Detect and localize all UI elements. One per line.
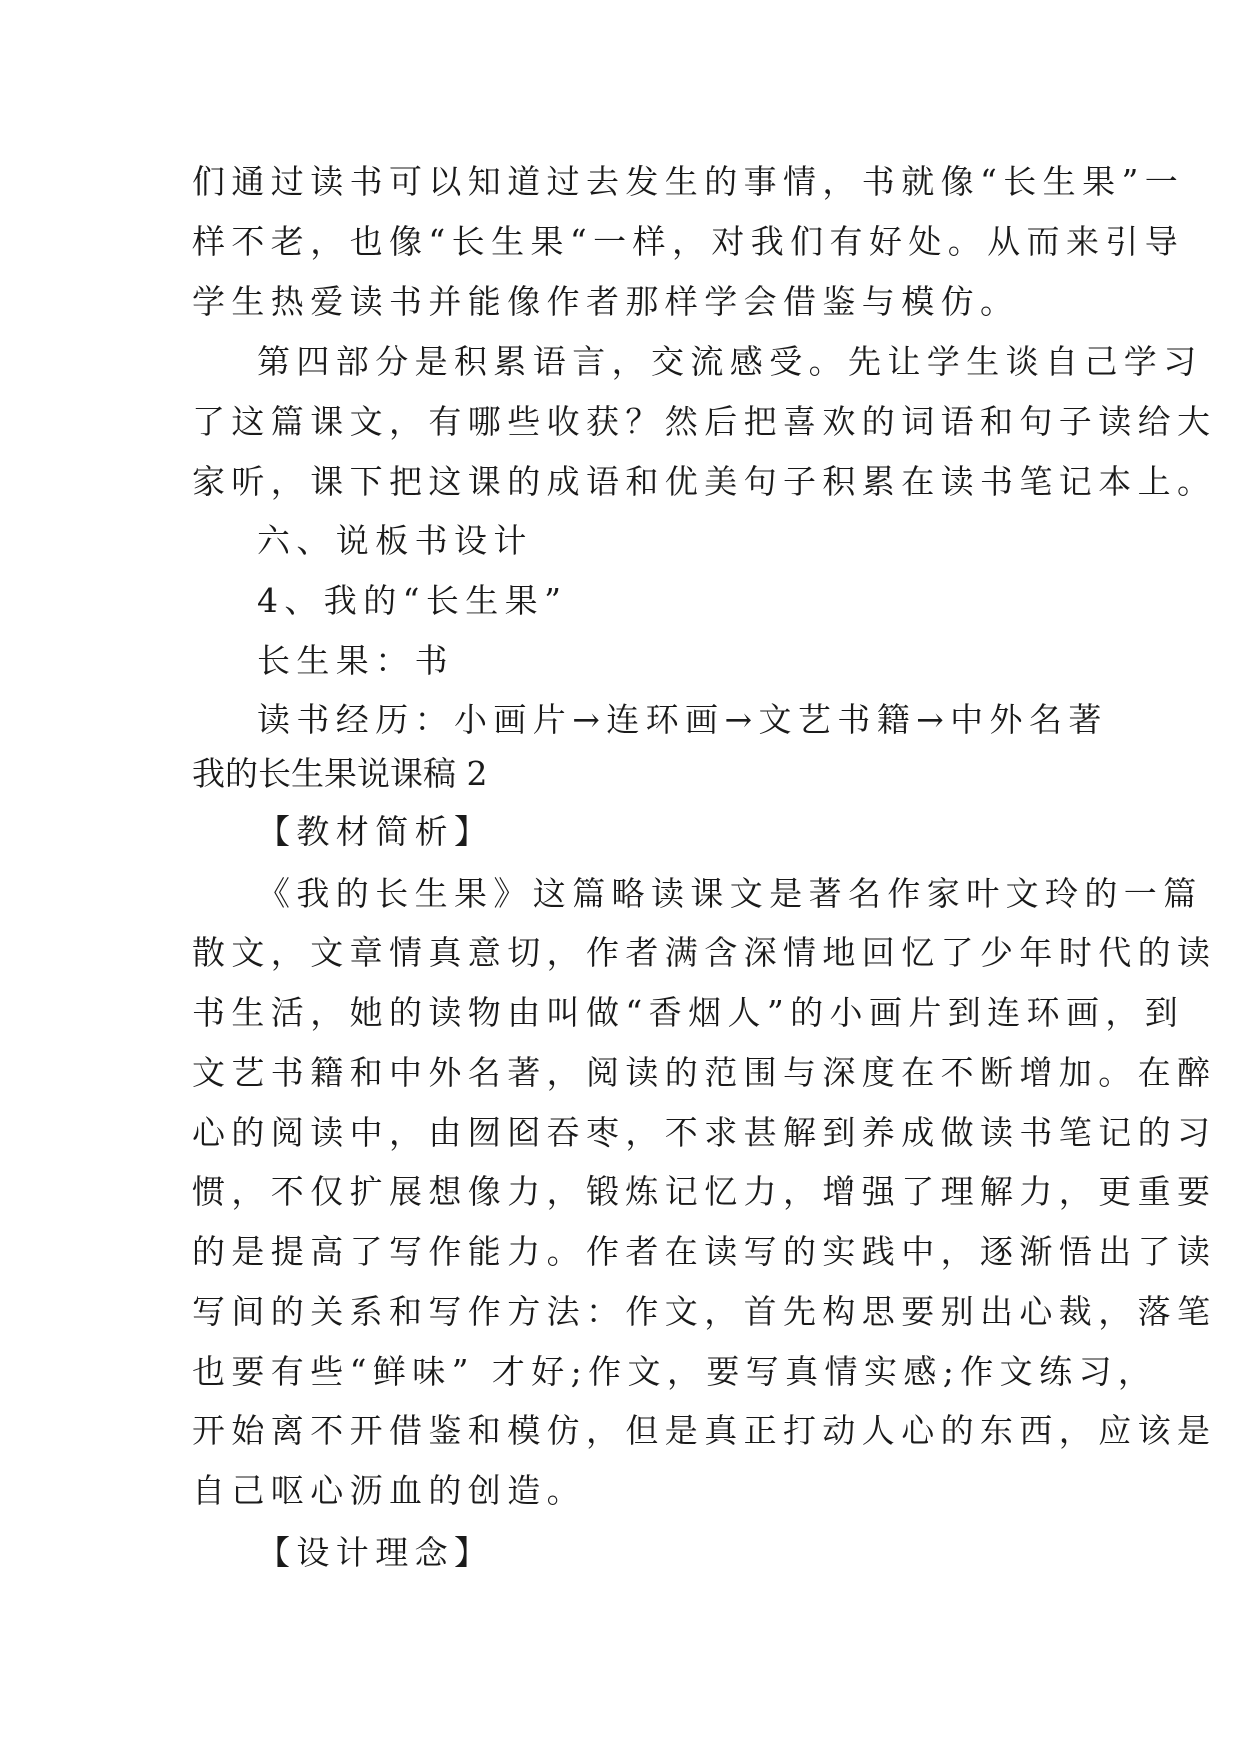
paragraph-line: 学生热爱读书并能像作者那样学会借鉴与模仿。 xyxy=(192,282,1020,321)
paragraph-line: 开始离不开借鉴和模仿，但是真正打动人心的东西，应该是 xyxy=(192,1411,1217,1450)
paragraph-line: 心的阅读中，由囫囵吞枣，不求甚解到养成做读书笔记的习 xyxy=(192,1113,1217,1152)
paragraph-line: 们通过读书可以知道过去发生的事情，书就像“长生果”一 xyxy=(192,162,1185,201)
board-line: 长生果：书 xyxy=(257,641,454,680)
section-heading: 【教材简析】 xyxy=(257,812,494,851)
document-title: 我的长生果说课稿 2 xyxy=(192,754,488,793)
paragraph-line: 第四部分是积累语言，交流感受。先让学生谈自己学习 xyxy=(257,342,1203,381)
section-heading: 【设计理念】 xyxy=(257,1533,494,1572)
paragraph-line: 书生活，她的读物由叫做“香烟人”的小画片到连环画，到 xyxy=(192,993,1185,1032)
paragraph-line: 文艺书籍和中外名著，阅读的范围与深度在不断增加。在醉 xyxy=(192,1053,1217,1092)
paragraph-line: 惯，不仅扩展想像力，锻炼记忆力，增强了理解力，更重要 xyxy=(192,1172,1217,1211)
paragraph-line: 样不老，也像“长生果“一样，对我们有好处。从而来引导 xyxy=(192,222,1185,261)
board-line: 读书经历：小画片→连环画→文艺书籍→中外名著 xyxy=(257,700,1108,739)
paragraph-line: 写间的关系和写作方法：作文，首先构思要别出心裁，落笔 xyxy=(192,1292,1217,1331)
paragraph-line: 也要有些“鲜味” 才好;作文，要写真情实感;作文练习， xyxy=(192,1352,1158,1391)
section-heading: 六、说板书设计 xyxy=(257,521,533,560)
paragraph-line: 家听，课下把这课的成语和优美句子积累在读书笔记本上。 xyxy=(192,462,1217,501)
board-title: 4、我的“长生果” xyxy=(257,581,568,620)
paragraph-line: 自己呕心沥血的创造。 xyxy=(192,1471,586,1510)
paragraph-line: 了这篇课文，有哪些收获？然后把喜欢的词语和句子读给大 xyxy=(192,402,1217,441)
paragraph-line: 《我的长生果》这篇略读课文是著名作家叶文玲的一篇 xyxy=(257,874,1203,913)
paragraph-line: 散文，文章情真意切，作者满含深情地回忆了少年时代的读 xyxy=(192,933,1217,972)
paragraph-line: 的是提高了写作能力。作者在读写的实践中，逐渐悟出了读 xyxy=(192,1232,1217,1271)
